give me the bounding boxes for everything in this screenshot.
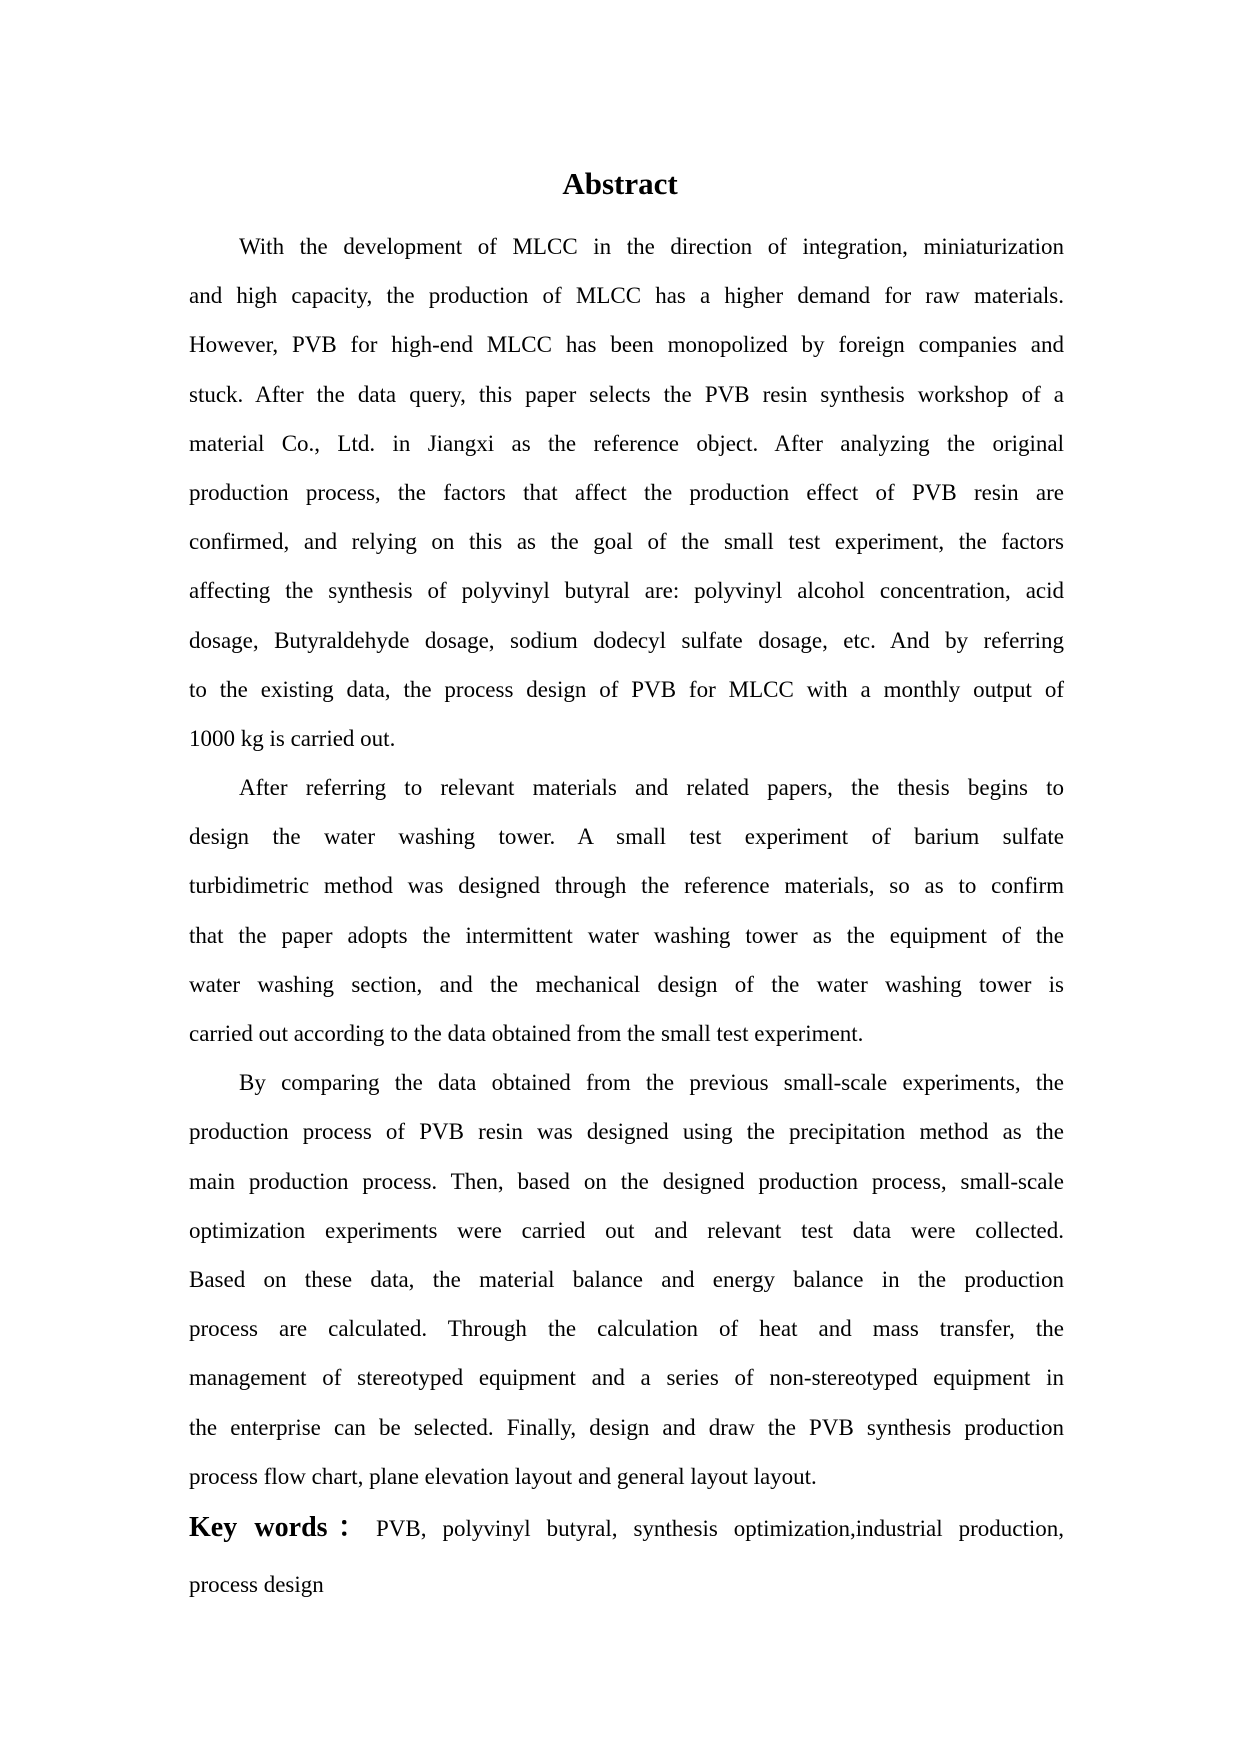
keywords-label: Key words： [189,1512,376,1543]
paragraph-line: With the development of MLCC in the direction of integration, miniaturization [239,234,1064,259]
paragraph-line: management of stereotyped equipment and a series of non-stereotyped equipment in [189,1365,1064,1391]
paragraph-line: production process of PVB resin was designed using the precipitation method as the [189,1119,1064,1145]
abstract-body [189,222,1064,1501]
paragraph-line: turbidimetric method was designed through the reference materials, so as to confirm [189,873,1064,899]
paragraph-line: By comparing the data obtained from the previous small-scale experiments, the [239,1070,1064,1096]
paragraph-line: and high capacity, the production of MLCC has a higher demand for raw materials. [189,283,1064,309]
paragraph-line: Based on these data, the material balance and energy balance in the production [189,1266,1064,1292]
paragraph-line: However, PVB for high-end MLCC has been monopolized by foreign companies and [189,332,1064,358]
keywords-line-1 [189,1506,1064,1551]
paragraph-line: process are calculated. Through the calculation of heat and mass transfer, the [189,1316,1064,1342]
paragraph-line: the enterprise can be selected. Finally, design and draw the PVB synthesis production [189,1414,1064,1440]
paragraph-line: production process, the factors that affect the production effect of PVB resin are [189,479,1064,505]
abstract-paragraph [189,1058,1064,1501]
paragraph-line: carried out according to the data obtained from the small test experiment. [189,1021,864,1046]
paragraph-line: main production process. Then, based on the designed production process, small-scale [189,1168,1064,1194]
paragraph-line: process flow chart, plane elevation layout and general layout layout. [189,1463,817,1489]
paragraph-line: that the paper adopts the intermittent water washing tower as the equipment of the [189,922,1064,948]
abstract-paragraph [189,222,1064,763]
keywords-text: PVB, polyvinyl butyral, synthesis optimization,industrial production, [375,1516,1065,1541]
paragraph-line: dosage, Butyraldehyde dosage, sodium dodecyl sulfate dosage, etc. And by referring [189,627,1064,653]
paragraph-line: material Co., Ltd. in Jiangxi as the reference object. After analyzing the original [189,430,1064,456]
paragraph-line: After referring to relevant materials and related papers, the thesis begins to [239,775,1064,801]
page-title: Abstract [562,166,678,201]
paragraph-line: stuck. After the data query, this paper selects the PVB resin synthesis workshop of a [189,381,1064,407]
paragraph-line: optimization experiments were carried out and relevant test data were collected. [189,1217,1064,1243]
keywords-line-2: process design [189,1572,324,1597]
paragraph-line: 1000 kg is carried out. [189,725,396,751]
paragraph-line: affecting the synthesis of polyvinyl butyral are: polyvinyl alcohol concentration, acid [189,578,1064,604]
paragraph-line: water washing section, and the mechanical design of the water washing tower is [189,971,1064,997]
paragraph-line: design the water washing tower. A small test experiment of barium sulfate [189,824,1064,850]
paragraph-line: to the existing data, the process design of PVB for MLCC with a monthly output of [189,676,1064,702]
keywords-section [189,1506,1064,1607]
abstract-paragraph [189,763,1064,1058]
paragraph-line: confirmed, and relying on this as the goal of the small test experiment, the factors [189,529,1064,555]
